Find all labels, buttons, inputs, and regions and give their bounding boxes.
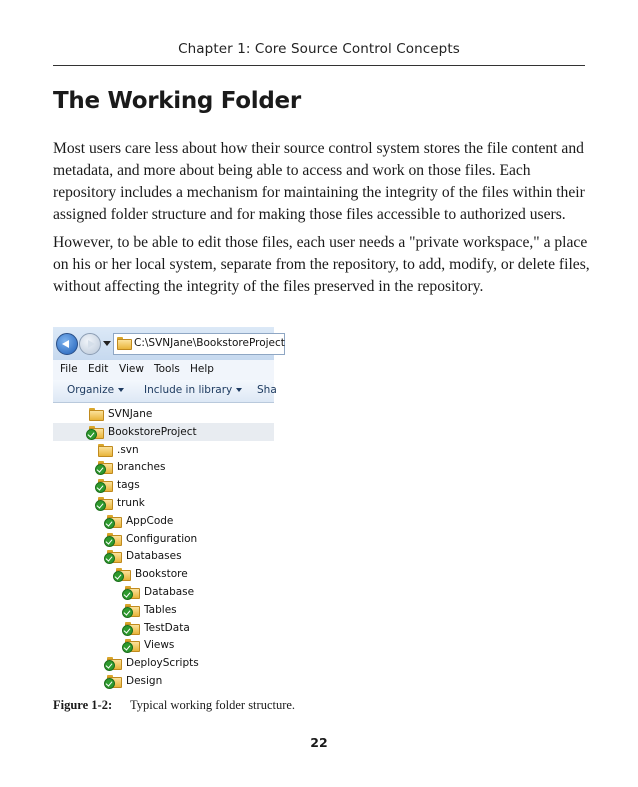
page-number: 22 <box>310 735 328 750</box>
tree-item-label: AppCode <box>126 514 174 527</box>
svn-folder-icon <box>125 622 139 633</box>
menu-edit[interactable]: Edit <box>88 363 109 375</box>
tree-item-label: SVNJane <box>108 408 153 420</box>
address-bar <box>53 327 285 360</box>
tree-item[interactable] <box>53 530 274 548</box>
tree-item[interactable] <box>53 619 274 637</box>
checkmark-icon <box>86 429 97 440</box>
tree-item-label: Tables <box>144 603 177 616</box>
body-paragraph-2: However, to be able to edit those files, each user needs a "private workspace," a place on his or her local system, separate from the repository, to add, modify, or delete files, without affecting the integrity of the files preserved in the repository. <box>53 234 590 295</box>
tree-item[interactable] <box>53 423 274 441</box>
svn-folder-icon <box>107 657 121 668</box>
checkmark-icon <box>104 536 115 547</box>
tree-item-label: TestData <box>144 621 190 634</box>
tree-item[interactable] <box>53 547 274 565</box>
checkmark-icon <box>122 607 133 618</box>
svn-folder-icon <box>98 497 112 508</box>
tree-item-label: Design <box>126 675 163 687</box>
tree-item[interactable] <box>53 672 274 690</box>
address-path: C:\SVNJane\BookstoreProject <box>134 337 285 349</box>
folder-icon <box>89 408 103 419</box>
menu-view[interactable]: View <box>119 363 144 375</box>
tree-item[interactable] <box>53 601 274 619</box>
include-in-library-button[interactable] <box>144 384 242 396</box>
share-button[interactable]: Sha <box>257 384 277 396</box>
tree-item-label: Database <box>144 586 195 598</box>
tree-item-label: BookstoreProject <box>108 425 197 438</box>
organize-button[interactable] <box>67 384 124 396</box>
chevron-down-icon[interactable] <box>103 341 111 346</box>
tree-item-label: tags <box>117 479 140 492</box>
tree-item[interactable] <box>53 494 274 512</box>
menu-bar <box>53 360 274 381</box>
checkmark-icon <box>95 500 106 511</box>
explorer-screenshot <box>53 327 285 689</box>
body-paragraph-1: Most users care less about how their source control system stores the file content and metadata, and more about being able to access and work on those files. Each repository includes a mechanism for maintaining the integrity of the files within their assigned folder structure and for making those files accessible to authorized users. <box>53 140 585 223</box>
organize-label: Organize <box>67 384 115 396</box>
svn-folder-icon <box>107 675 121 686</box>
menu-help[interactable]: Help <box>190 363 214 375</box>
tree-item-label: DeployScripts <box>126 657 199 670</box>
svn-folder-icon <box>98 461 112 472</box>
folder-icon <box>98 444 112 455</box>
tree-item[interactable] <box>53 441 274 459</box>
svn-folder-icon <box>125 586 139 597</box>
running-head: Chapter 1: Core Source Control Concepts <box>178 41 460 57</box>
tree-item[interactable] <box>53 636 274 654</box>
tree-item[interactable] <box>53 654 274 672</box>
tree-item[interactable] <box>53 405 274 423</box>
section-title: The Working Folder <box>53 88 301 114</box>
svn-folder-icon <box>89 426 103 437</box>
menu-file[interactable]: File <box>60 363 78 375</box>
menu-tools[interactable]: Tools <box>154 363 180 375</box>
tree-item[interactable] <box>53 512 274 530</box>
tree-item-label: Configuration <box>126 532 198 545</box>
chevron-down-icon <box>236 388 242 392</box>
tree-item[interactable] <box>53 565 274 583</box>
svn-folder-icon <box>116 568 130 579</box>
tree-item-label: Databases <box>126 550 182 563</box>
tree-item[interactable] <box>53 476 274 494</box>
tree-item-label: Bookstore <box>135 568 188 581</box>
tree-item-label: branches <box>117 461 166 474</box>
tree-item-label: Views <box>144 639 175 652</box>
header-rule <box>53 65 585 66</box>
svn-folder-icon <box>125 639 139 650</box>
tree-item[interactable] <box>53 583 274 601</box>
chevron-down-icon <box>118 388 124 392</box>
checkmark-icon <box>122 625 133 636</box>
checkmark-icon <box>104 518 115 529</box>
svn-folder-icon <box>125 604 139 615</box>
svn-folder-icon <box>98 479 112 490</box>
figure-caption: Typical working folder structure. <box>130 698 296 712</box>
back-arrow-icon[interactable] <box>56 333 78 355</box>
svn-folder-icon <box>107 515 121 526</box>
checkmark-icon <box>104 678 115 689</box>
include-in-library-label: Include in library <box>144 384 233 396</box>
forward-arrow-icon[interactable] <box>79 333 101 355</box>
tree-item-label: .svn <box>117 443 139 456</box>
svn-folder-icon <box>107 550 121 561</box>
command-bar <box>53 380 277 403</box>
checkmark-icon <box>122 589 133 600</box>
svn-folder-icon <box>107 533 121 544</box>
address-field[interactable] <box>113 333 285 355</box>
tree-item-label: trunk <box>117 497 145 509</box>
figure-label: Figure 1-2: <box>53 698 113 712</box>
folder-icon <box>117 337 131 348</box>
tree-item[interactable] <box>53 458 274 476</box>
